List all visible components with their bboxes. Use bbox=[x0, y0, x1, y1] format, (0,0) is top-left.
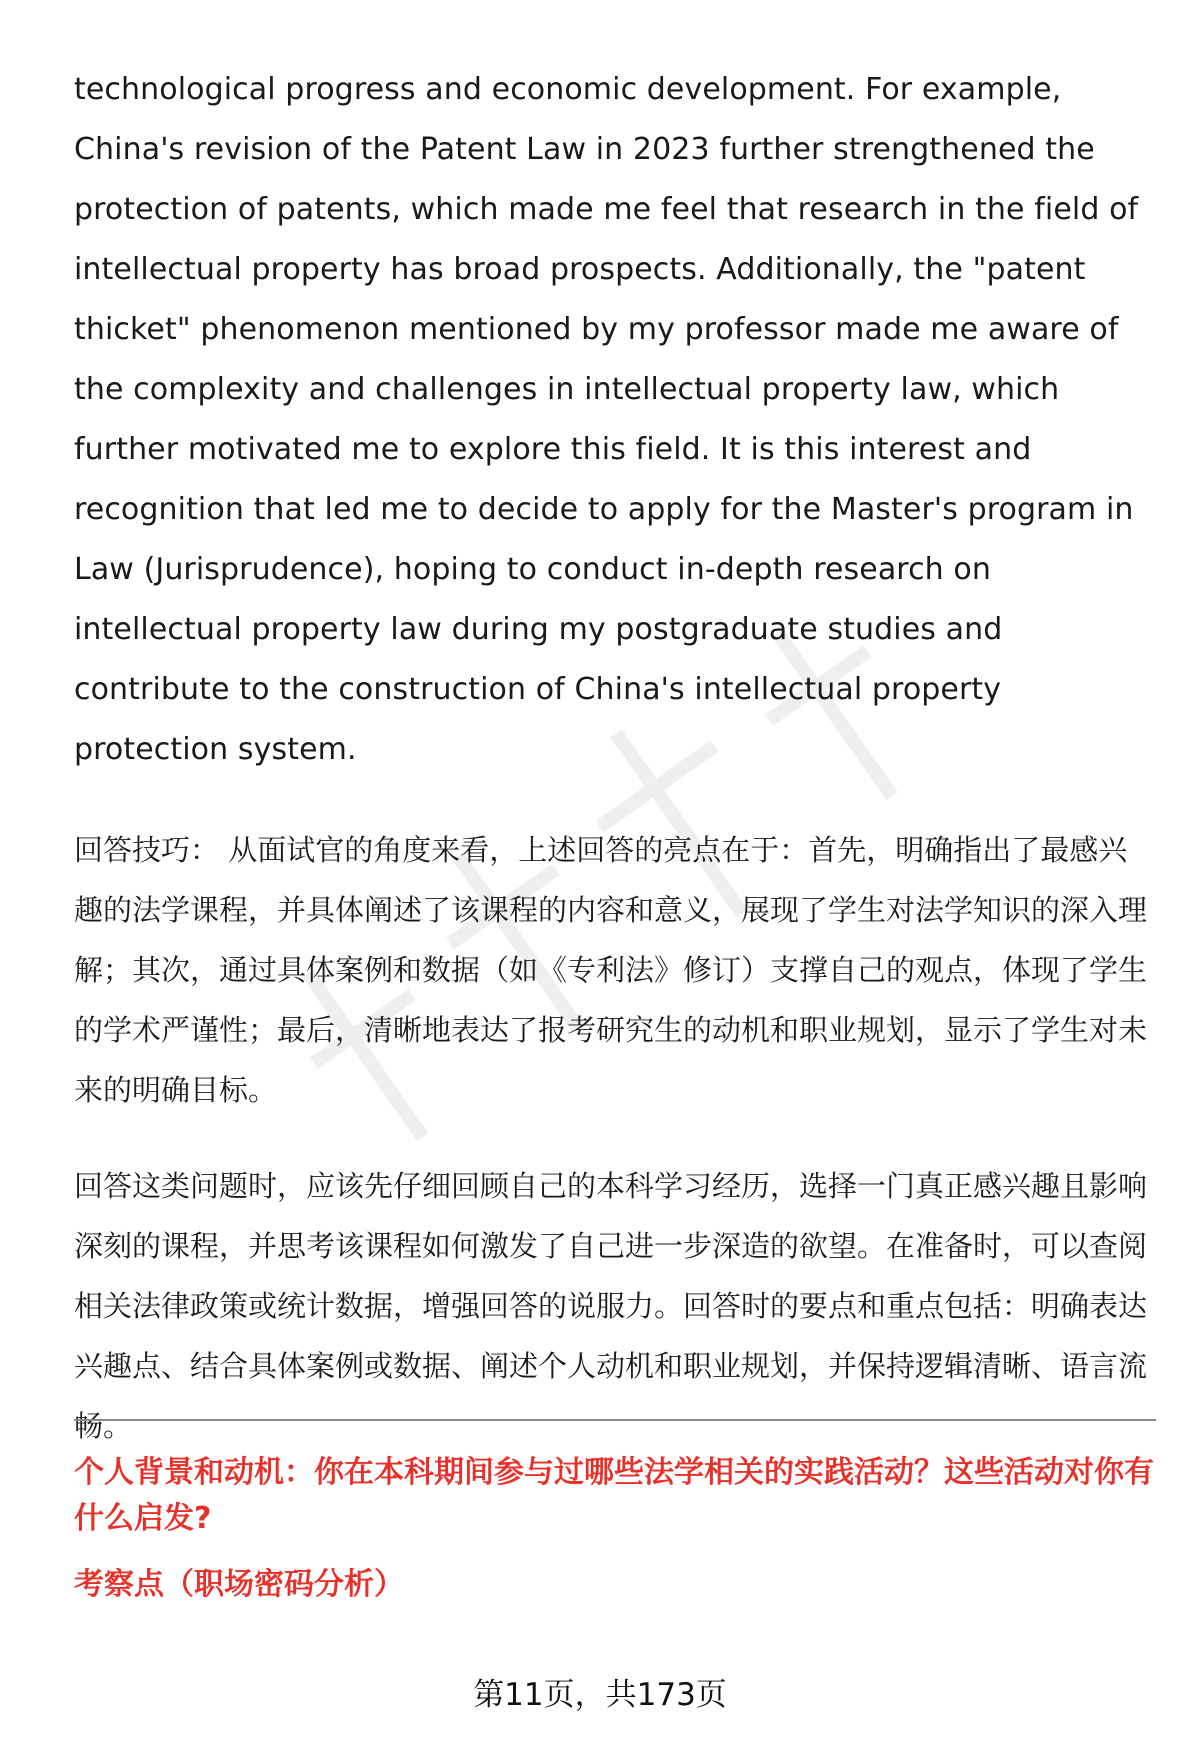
section-divider bbox=[74, 1419, 1156, 1421]
section-subheading: 考察点（职场密码分析） bbox=[74, 1567, 404, 1602]
english-paragraph: technological progress and economic development. For example, China's revision of the Patent Law in 2023 further strengthened the protection of patents, which made me feel that research in the field of intellectual property has broad prospects. Additionally, the "patent thicket" phenomenon mentioned by my professor made me aware of the complexity and challenges in intellectual property law, which further motivated me to explore this field. It is this interest and recognition that led me to decide to apply for the Master's program in Law (Jurisprudence), hoping to conduct in-depth research on intellectual property law during my postgraduate studies and contribute to the construction of China's intellectual property protection system. bbox=[74, 72, 1139, 767]
answer-tips-paragraph: 回答技巧： 从面试官的角度来看，上述回答的亮点在于：首先，明确指出了最感兴趣的法学课程，并具体阐述了该课程的内容和意义，展现了学生对法学知识的深入理解；其次，通过具体案例和数据（如《专利法》修订）支撑自己的观点，体现了学生的学术严谨性；最后，清晰地表达了报考研究生的动机和职业规划，显示了学生对未来的明确目标。 bbox=[74, 833, 1148, 1107]
section-question-heading: 个人背景和动机：你在本科期间参与过哪些法学相关的实践活动？这些活动对你有什么启发? bbox=[74, 1455, 1154, 1536]
answer-advice-paragraph: 回答这类问题时，应该先仔细回顾自己的本科学习经历，选择一门真正感兴趣且影响深刻的课程，并思考该课程如何激发了自己进一步深造的欲望。在准备时，可以查阅相关法律政策或统计数据，增强回答的说服力。回答时的要点和重点包括：明确表达兴趣点、结合具体案例或数据、阐述个人动机和职业规划，并保持逻辑清晰、语言流畅。 bbox=[74, 1169, 1148, 1443]
document-body bbox=[74, 60, 1154, 1456]
page-indicator: 第11页，共173页 bbox=[473, 1677, 727, 1713]
